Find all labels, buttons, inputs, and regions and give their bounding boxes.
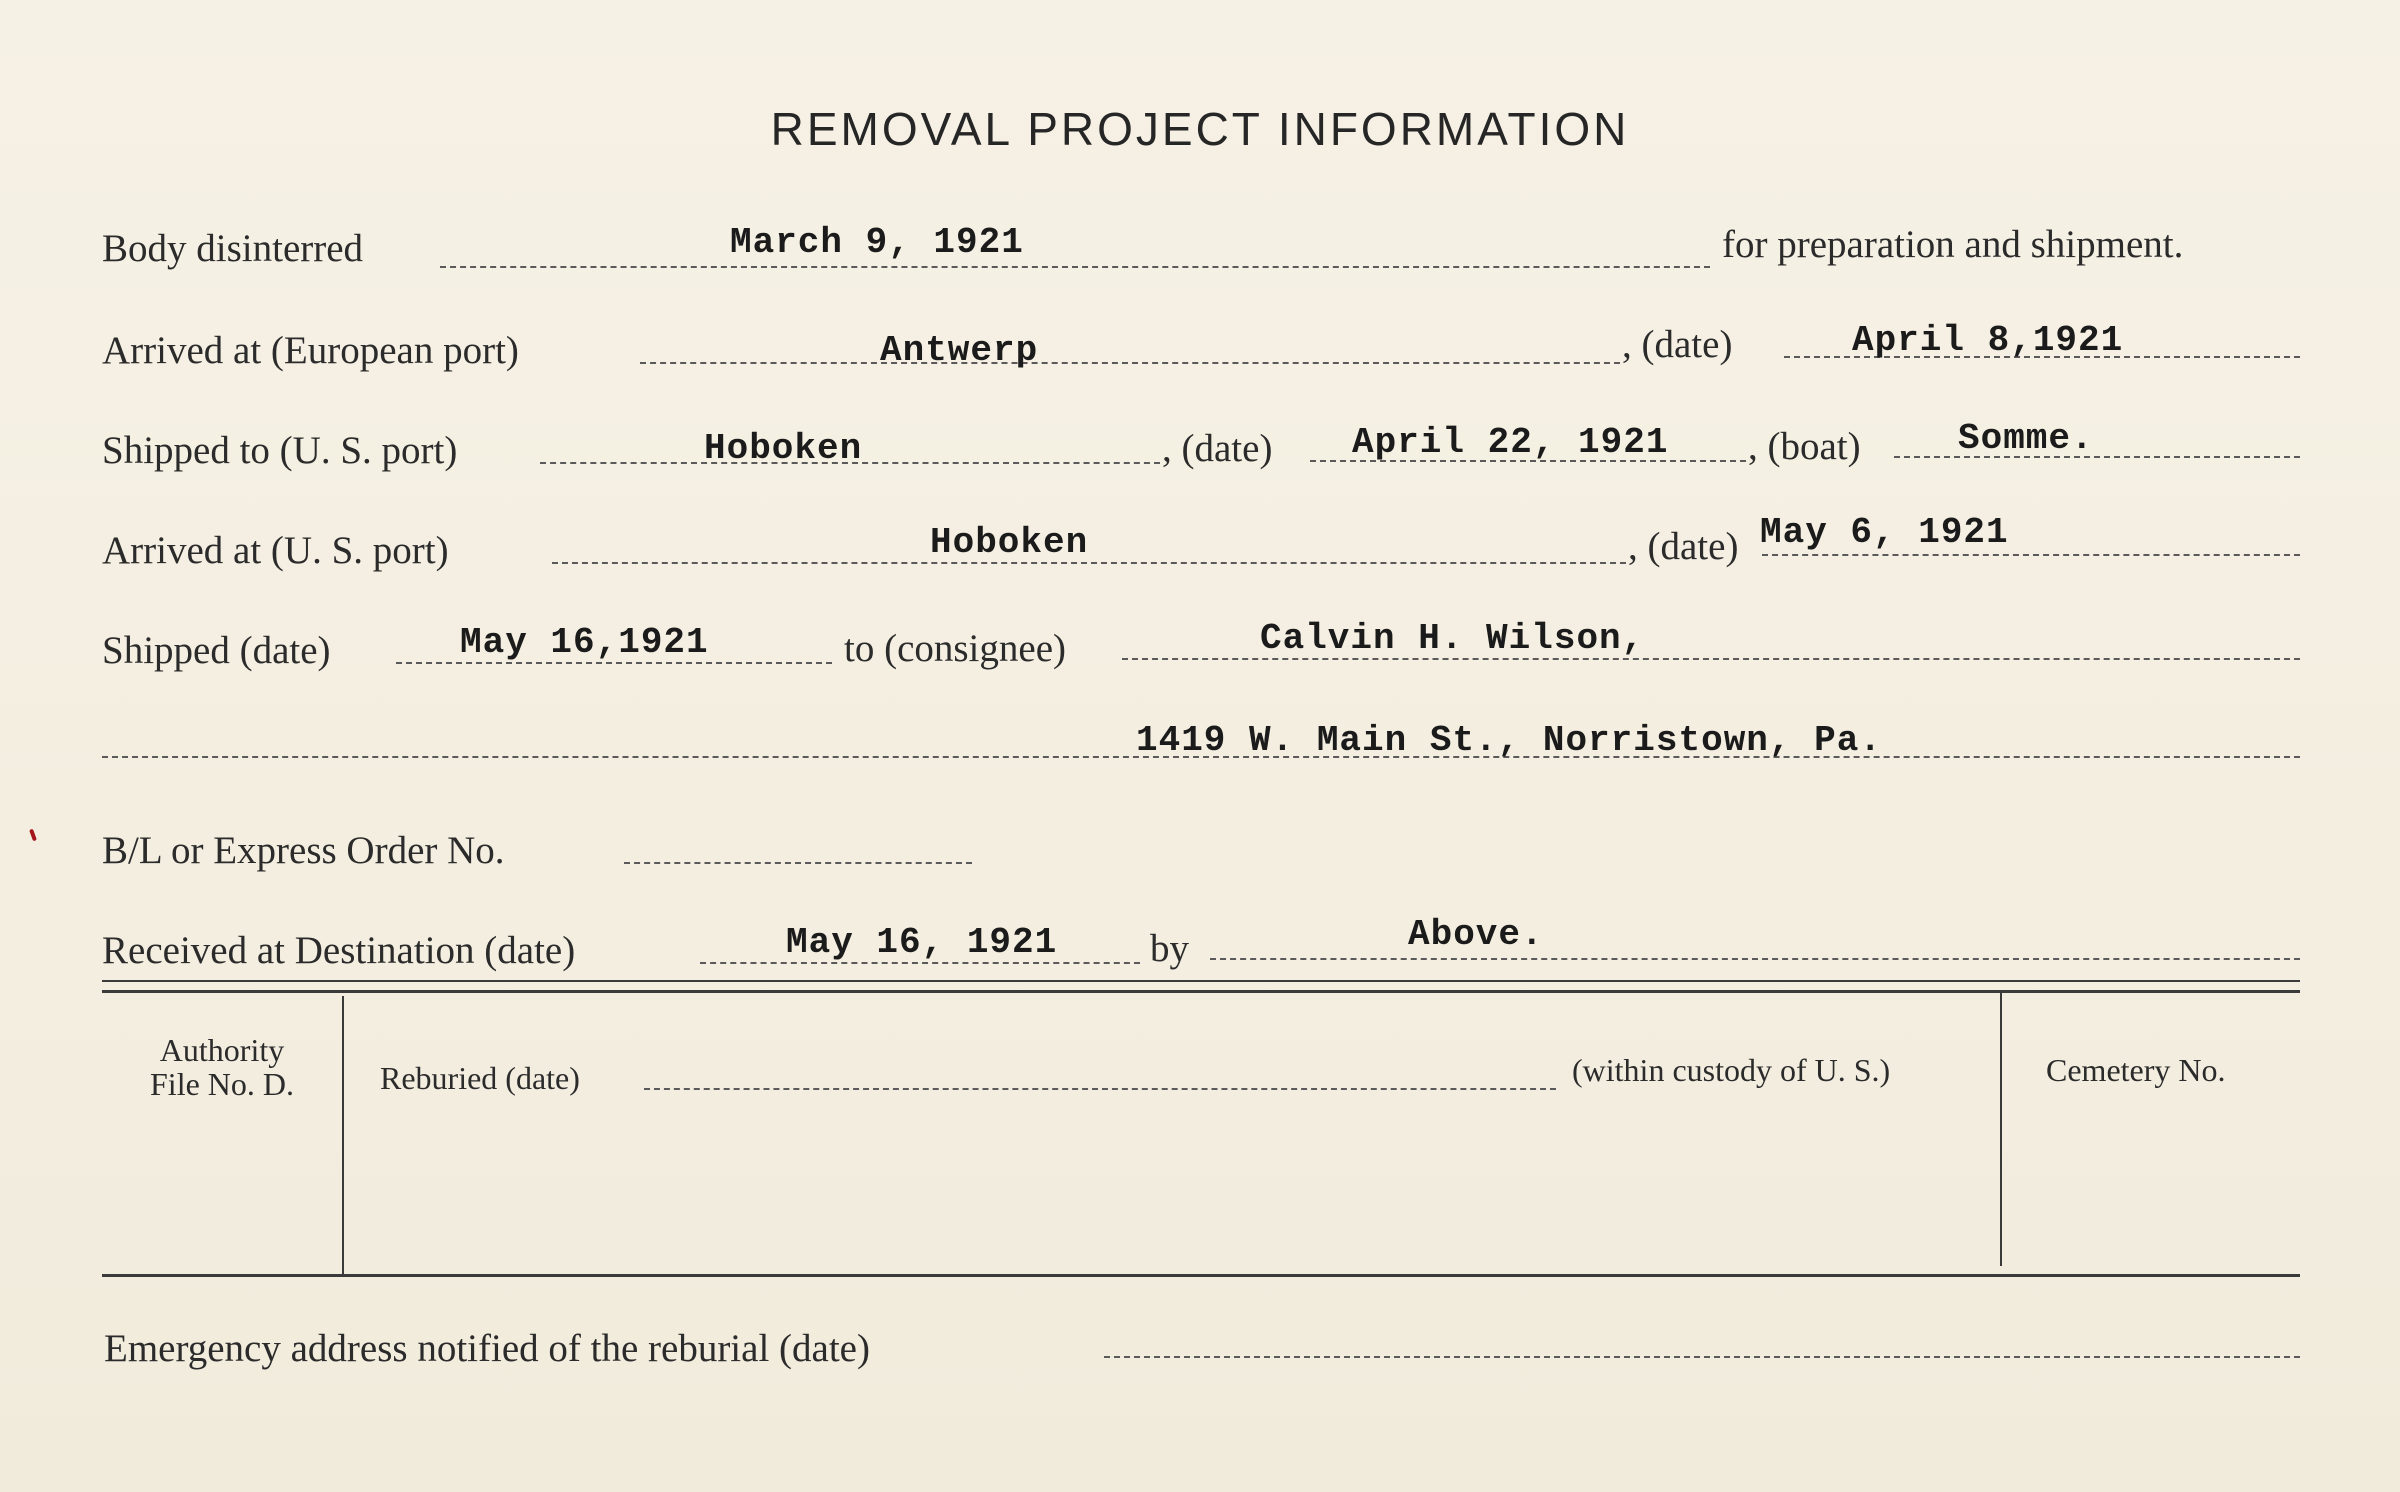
value-received-date: May 16, 1921: [786, 922, 1058, 963]
divider-line: [102, 980, 2300, 982]
label-to-consignee: to (consignee): [844, 627, 1067, 670]
label-shipped-to-us-port: Shipped to (U. S. port): [102, 429, 458, 472]
label-cemetery-no: Cemetery No.: [2046, 1052, 2226, 1088]
dotted-line: [644, 1088, 1556, 1090]
value-disinterred-date: March 9, 1921: [730, 222, 1024, 263]
value-european-port: Antwerp: [880, 330, 1039, 371]
value-shipped-date: April 22, 1921: [1352, 422, 1669, 463]
dotted-line: [1894, 456, 2300, 458]
label-file-no: File No. D.: [150, 1066, 294, 1102]
label-arrived-european-port: Arrived at (European port): [102, 329, 519, 372]
dotted-line: [1210, 958, 2300, 960]
value-us-port-date: May 6, 1921: [1760, 512, 2009, 553]
value-boat: Somme.: [1958, 418, 2094, 459]
label-bl-express-order: B/L or Express Order No.: [102, 829, 505, 872]
label-arrived-us-port: Arrived at (U. S. port): [102, 529, 449, 572]
label-preparation-shipment: for preparation and shipment.: [1722, 223, 2184, 266]
label-shipped-date: , (date): [1162, 427, 1273, 470]
column-divider: [2000, 990, 2002, 1266]
divider-line: [102, 990, 2300, 993]
dotted-line: [440, 266, 1710, 268]
value-consignee-name: Calvin H. Wilson,: [1260, 618, 1645, 659]
label-shipped-date-consignee: Shipped (date): [102, 629, 331, 672]
dotted-line: [1104, 1356, 2300, 1358]
divider-line: [102, 1274, 2300, 1277]
label-european-date: , (date): [1622, 323, 1733, 366]
value-us-port: Hoboken: [930, 522, 1089, 563]
label-within-custody: (within custody of U. S.): [1572, 1052, 1891, 1088]
label-body-disinterred: Body disinterred: [102, 227, 364, 270]
label-received-destination: Received at Destination (date): [102, 929, 576, 972]
label-by: by: [1150, 927, 1189, 970]
label-us-port-date: , (date): [1628, 525, 1739, 568]
label-reburied-date: Reburied (date): [380, 1060, 580, 1096]
column-divider: [342, 996, 344, 1274]
value-consignee-shipped-date: May 16,1921: [460, 622, 709, 663]
value-received-by: Above.: [1408, 914, 1544, 955]
value-european-date: April 8,1921: [1852, 320, 2124, 361]
label-emergency-address: Emergency address notified of the reburial (date): [104, 1327, 870, 1370]
dotted-line: [624, 862, 972, 864]
dotted-line: [552, 562, 1626, 564]
label-authority: Authority: [159, 1032, 285, 1068]
value-shipped-to-port: Hoboken: [704, 428, 863, 469]
dotted-line: [1762, 554, 2300, 556]
dotted-line: [640, 362, 1620, 364]
label-boat: , (boat): [1748, 425, 1861, 468]
value-consignee-address: 1419 W. Main St., Norristown, Pa.: [1136, 720, 1882, 761]
ink-mark: [29, 829, 37, 842]
card-title: REMOVAL PROJECT INFORMATION: [770, 103, 1630, 155]
